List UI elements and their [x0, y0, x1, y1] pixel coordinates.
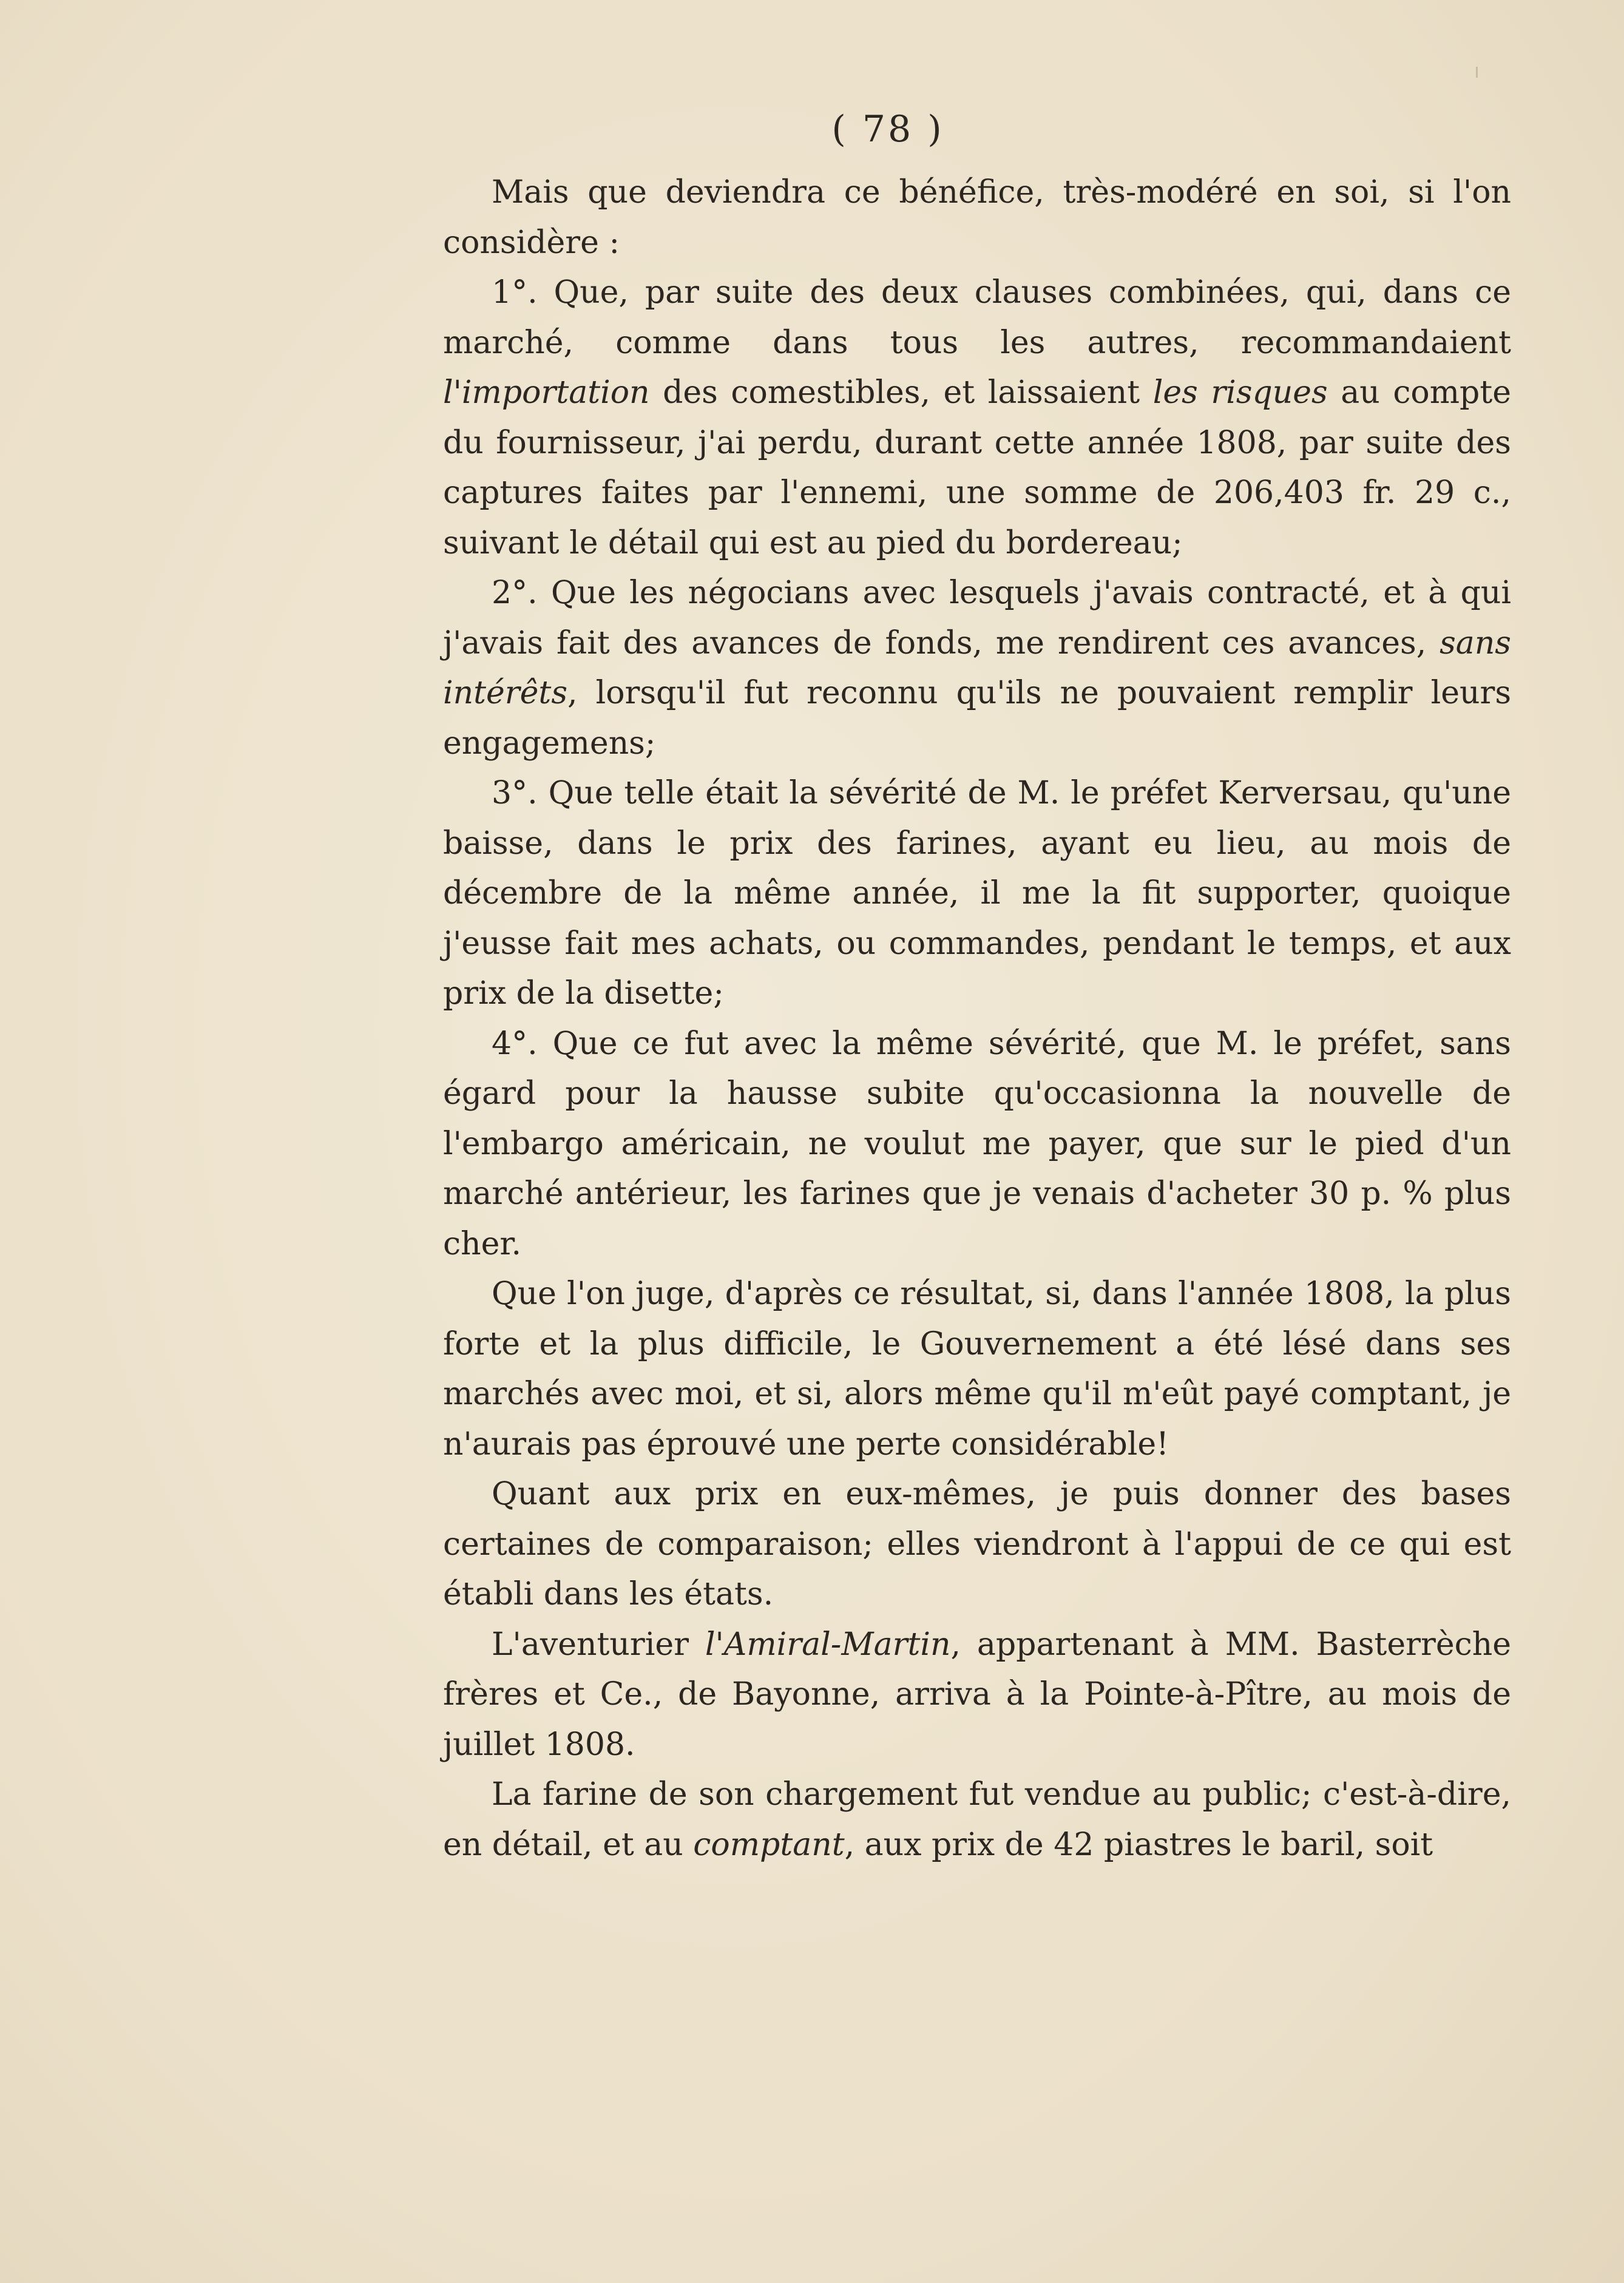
- scan-speck: [1476, 67, 1478, 78]
- point-label: 4°.: [492, 1025, 538, 1062]
- paragraph-text: , appartenant à MM. Basterrèche frères et Ce., de Bayonne, arriva à la Pointe-à-Pître, au mois de juillet 1808.: [443, 1626, 1511, 1763]
- paragraph-ship: [443, 1620, 1511, 1770]
- point-label: 2°.: [492, 575, 538, 611]
- paragraph-text: Quant aux prix en eux-mêmes, je puis donner des bases certaines de comparaison; elles viendront à l'appui de ce qui est établi dans les états.: [443, 1476, 1511, 1612]
- paragraph-text: La farine de son chargement fut vendue au public; c'est-à-dire, en détail, et au: [443, 1776, 1511, 1863]
- paragraph-text: , lorsqu'il fut reconnu qu'ils ne pouvaient remplir leurs engagemens;: [443, 675, 1511, 762]
- paragraph-point-1: [443, 268, 1511, 568]
- paragraph-flour: [443, 1770, 1511, 1870]
- italic-term: comptant: [693, 1826, 845, 1863]
- paragraph-point-2: [443, 568, 1511, 768]
- paragraph-text: au compte du fournisseur, j'ai perdu, durant cette année 1808, par suite des captures faites par l'ennemi, une somme de 206,403 fr. 29 c., suivant le détail qui est au pied du bordereau;: [443, 374, 1512, 561]
- paragraph-intro: [443, 167, 1511, 268]
- paragraph-text: des comestibles, et laissaient: [649, 374, 1153, 411]
- paragraph-text: Que ce fut avec la même sévérité, que M. le préfet, sans égard pour la hausse subite qu'occasionna la nouvelle de l'embargo américain, ne voulut me payer, que sur le pied d'un marché antérieur, les farines que je venais d'acheter 30 p. % plus cher.: [443, 1025, 1511, 1262]
- paragraph-prices: [443, 1469, 1511, 1620]
- paragraph-judgement: [443, 1269, 1511, 1469]
- body-text: [443, 167, 1511, 1870]
- paragraph-text: Que, par suite des deux clauses combinées, qui, dans ce marché, comme dans tous les autres, recommandaient: [443, 274, 1511, 361]
- italic-term: l'importation: [443, 374, 650, 411]
- paragraph-text: L'aventurier: [492, 1626, 705, 1663]
- paragraph-text: Que les négocians avec lesquels j'avais contracté, et à qui j'avais fait des avances de fonds, me rendirent ces avances,: [443, 575, 1511, 661]
- page-number: ( 78 ): [831, 108, 944, 151]
- paragraph-point-3: [443, 768, 1511, 1019]
- italic-term: les risques: [1152, 374, 1328, 411]
- paragraph-text: Mais que deviendra ce bénéfice, très-modéré en soi, si l'on considère :: [443, 174, 1511, 261]
- point-label: 1°.: [492, 274, 538, 311]
- paragraph-text: , aux prix de 42 piastres le baril, soit: [844, 1826, 1433, 1863]
- point-label: 3°.: [492, 775, 538, 811]
- paragraph-text: Que telle était la sévérité de M. le préfet Kerversau, qu'une baisse, dans le prix des farines, ayant eu lieu, au mois de décembre de la même année, il me la fit supporter, quoique j'eusse fait mes achats, ou commandes, pendant le temps, et aux prix de la disette;: [443, 775, 1511, 1012]
- paragraph-text: Que l'on juge, d'après ce résultat, si, dans l'année 1808, la plus forte et la plus difficile, le Gouvernement a été lésé dans ses marchés avec moi, et si, alors même qu'il m'eût payé comptant, je n'aurais pas éprouvé une perte considérable!: [443, 1276, 1511, 1463]
- italic-term: sans intérêts: [443, 624, 1511, 711]
- paragraph-point-4: [443, 1019, 1511, 1270]
- ship-name: l'Amiral-Martin: [705, 1626, 951, 1663]
